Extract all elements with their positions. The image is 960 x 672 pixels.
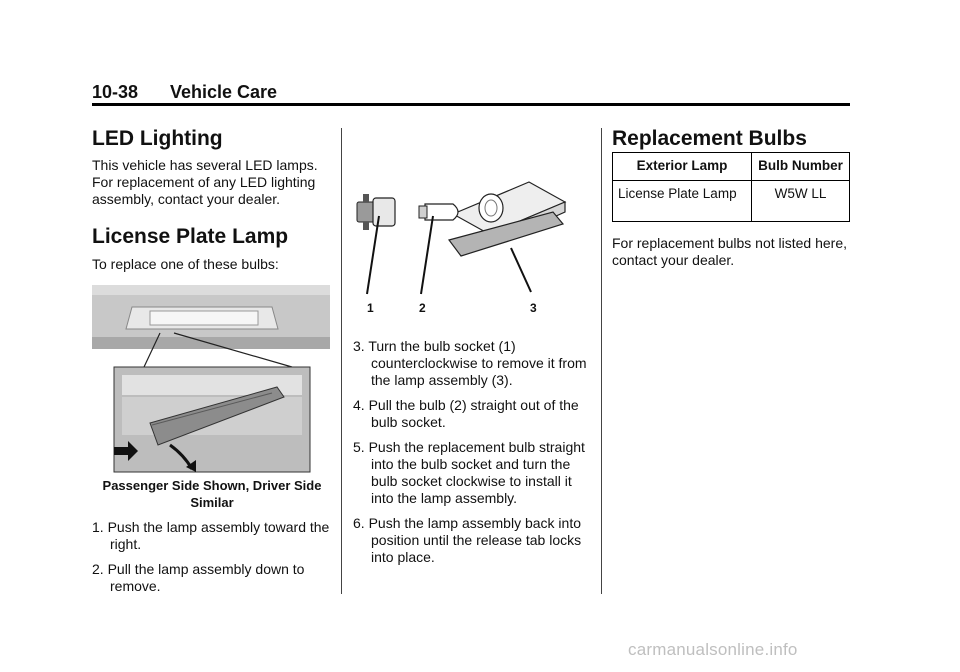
callout-1: 1: [367, 301, 374, 315]
chapter-title: Vehicle Care: [170, 82, 278, 102]
figure-caption: Passenger Side Shown, Driver Side Similar: [102, 478, 322, 510]
step-6: 6. Push the lamp assembly back into position until the release tab locks into place.: [353, 515, 582, 565]
bulb-socket-illustration: [353, 154, 591, 324]
steps-list-1: [92, 519, 332, 595]
lamp-location-illustration: [92, 285, 330, 473]
cell-bulb-number: W5W LL: [752, 181, 850, 222]
header-rule: [92, 103, 850, 106]
column-header-exterior-lamp: Exterior Lamp: [613, 153, 752, 181]
step-1: 1. Push the lamp assembly toward the right.: [92, 519, 330, 552]
callout-3: 3: [530, 301, 537, 315]
steps-list-2: [353, 338, 591, 566]
column-header-bulb-number: Bulb Number: [752, 153, 850, 181]
watermark: carmanualsonline.info: [628, 640, 798, 659]
table-header-row: [613, 153, 850, 181]
step-5: 5. Push the replacement bulb straight into the bulb socket and turn the bulb socket clockwise to install it into the lamp assembly.: [353, 439, 585, 506]
column-divider-2: [601, 128, 602, 594]
lamp-opening: [150, 311, 258, 325]
license-plate-lamp-heading: License Plate Lamp: [92, 225, 289, 248]
column-3: [612, 126, 850, 269]
cell-lamp: License Plate Lamp: [613, 181, 752, 222]
callout-2: 2: [419, 301, 426, 315]
table-row: [613, 181, 850, 222]
step-2: 2. Pull the lamp assembly down to remove.: [92, 561, 305, 594]
column-divider-1: [341, 128, 342, 594]
step-4: 4. Pull the bulb (2) straight out of the bulb socket.: [353, 397, 579, 430]
bulb-socket: [357, 202, 375, 222]
led-lighting-heading: LED Lighting: [92, 127, 223, 150]
column-2: [353, 126, 591, 574]
license-intro: To replace one of these bulbs:: [92, 256, 279, 272]
led-lighting-body: This vehicle has several LED lamps. For replacement of any LED lighting assembly, contact your dealer.: [92, 157, 318, 207]
bulb-table: [612, 152, 850, 222]
bulb: [425, 204, 458, 220]
step-3: 3. Turn the bulb socket (1) counterclockwise to remove it from the lamp assembly (3).: [353, 338, 587, 388]
replacement-note: For replacement bulbs not listed here, contact your dealer.: [612, 235, 848, 268]
column-1: [92, 126, 332, 603]
replacement-bulbs-heading: Replacement Bulbs: [612, 127, 807, 150]
page-number: 10-38: [92, 82, 139, 102]
